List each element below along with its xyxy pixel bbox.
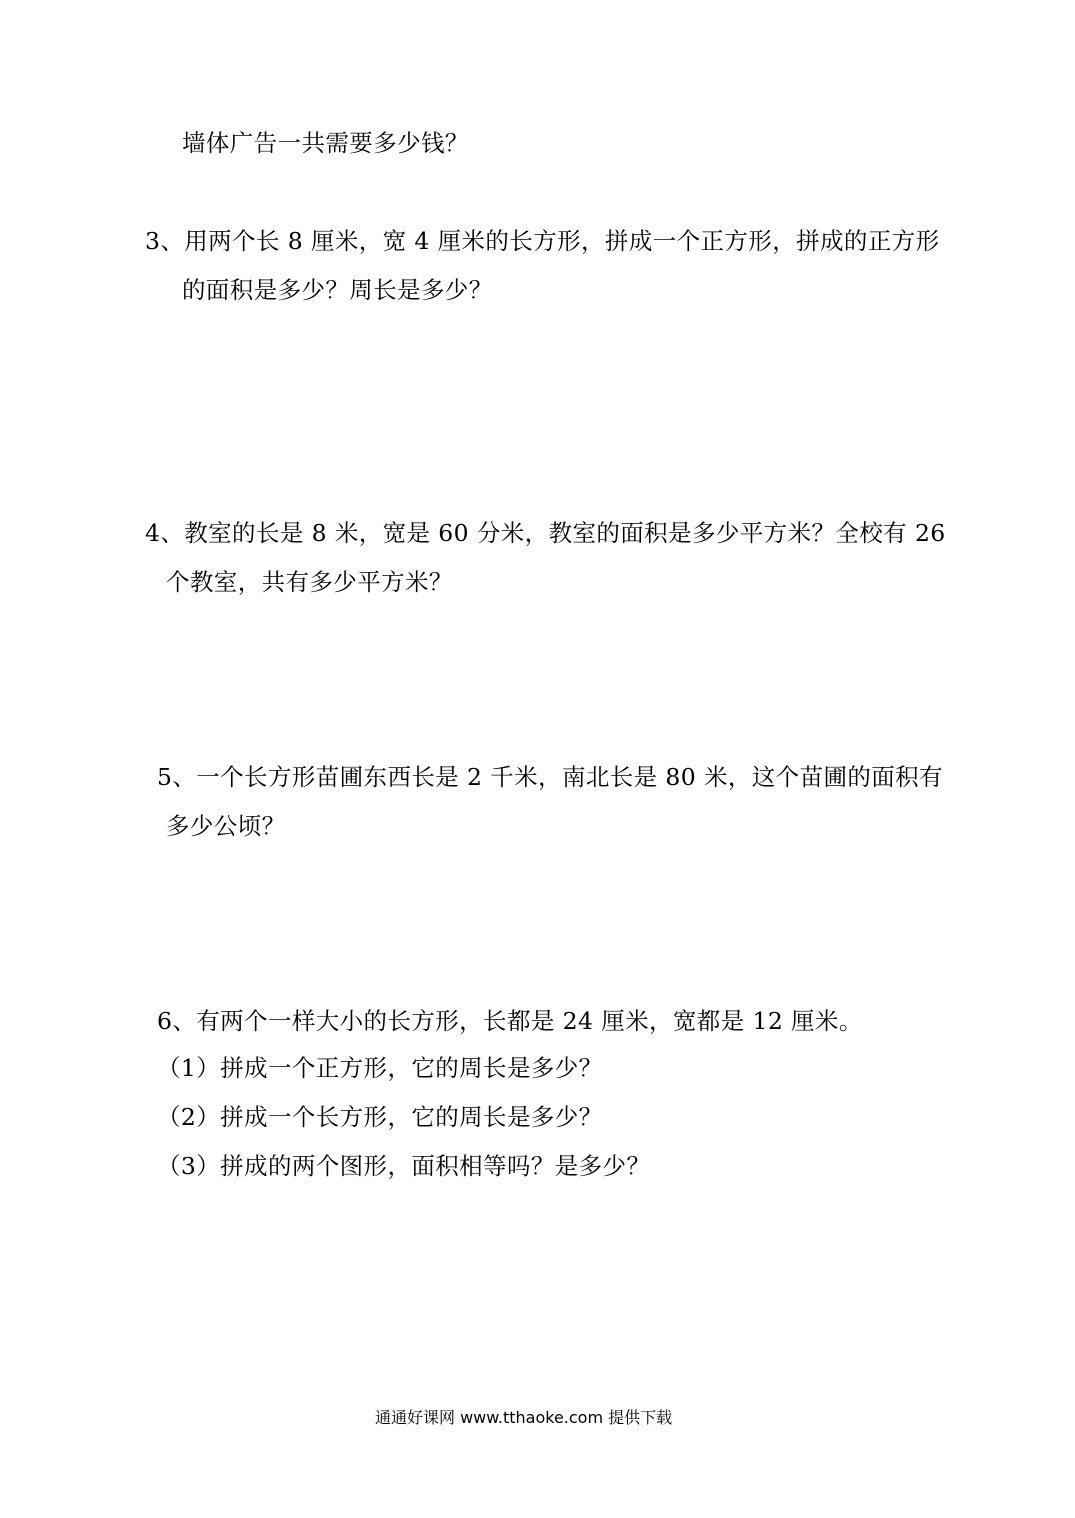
continuation-line: 墙体广告一共需要多少钱？	[182, 129, 469, 157]
question-5-line-1: 5、一个长方形苗圃东西长是 2 千米，南北长是 80 米，这个苗圃的面积有	[157, 763, 943, 791]
page-footer: 通通好课网 www.tthaoke.com 提供下载	[375, 1408, 673, 1427]
question-5-line-2: 多少公顷？	[166, 812, 286, 840]
question-3-line-1: 3、用两个长 8 厘米，宽 4 厘米的长方形，拼成一个正方形，拼成的正方形	[145, 227, 940, 255]
question-3-line-2: 的面积是多少？周长是多少？	[182, 276, 493, 304]
question-6-sub-1: （1）拼成一个正方形，它的周长是多少？	[157, 1054, 603, 1082]
question-6-sub-3: （3）拼成的两个图形，面积相等吗？是多少？	[157, 1152, 651, 1180]
question-4-line-1: 4、教室的长是 8 米，宽是 60 分米，教室的面积是多少平方米？全校有 26	[145, 519, 946, 547]
question-6-sub-2: （2）拼成一个长方形，它的周长是多少？	[157, 1103, 603, 1131]
question-4-line-2: 个教室，共有多少平方米？	[166, 568, 453, 596]
question-6-intro: 6、有两个一样大小的长方形，长都是 24 厘米，宽都是 12 厘米。	[157, 1007, 863, 1035]
